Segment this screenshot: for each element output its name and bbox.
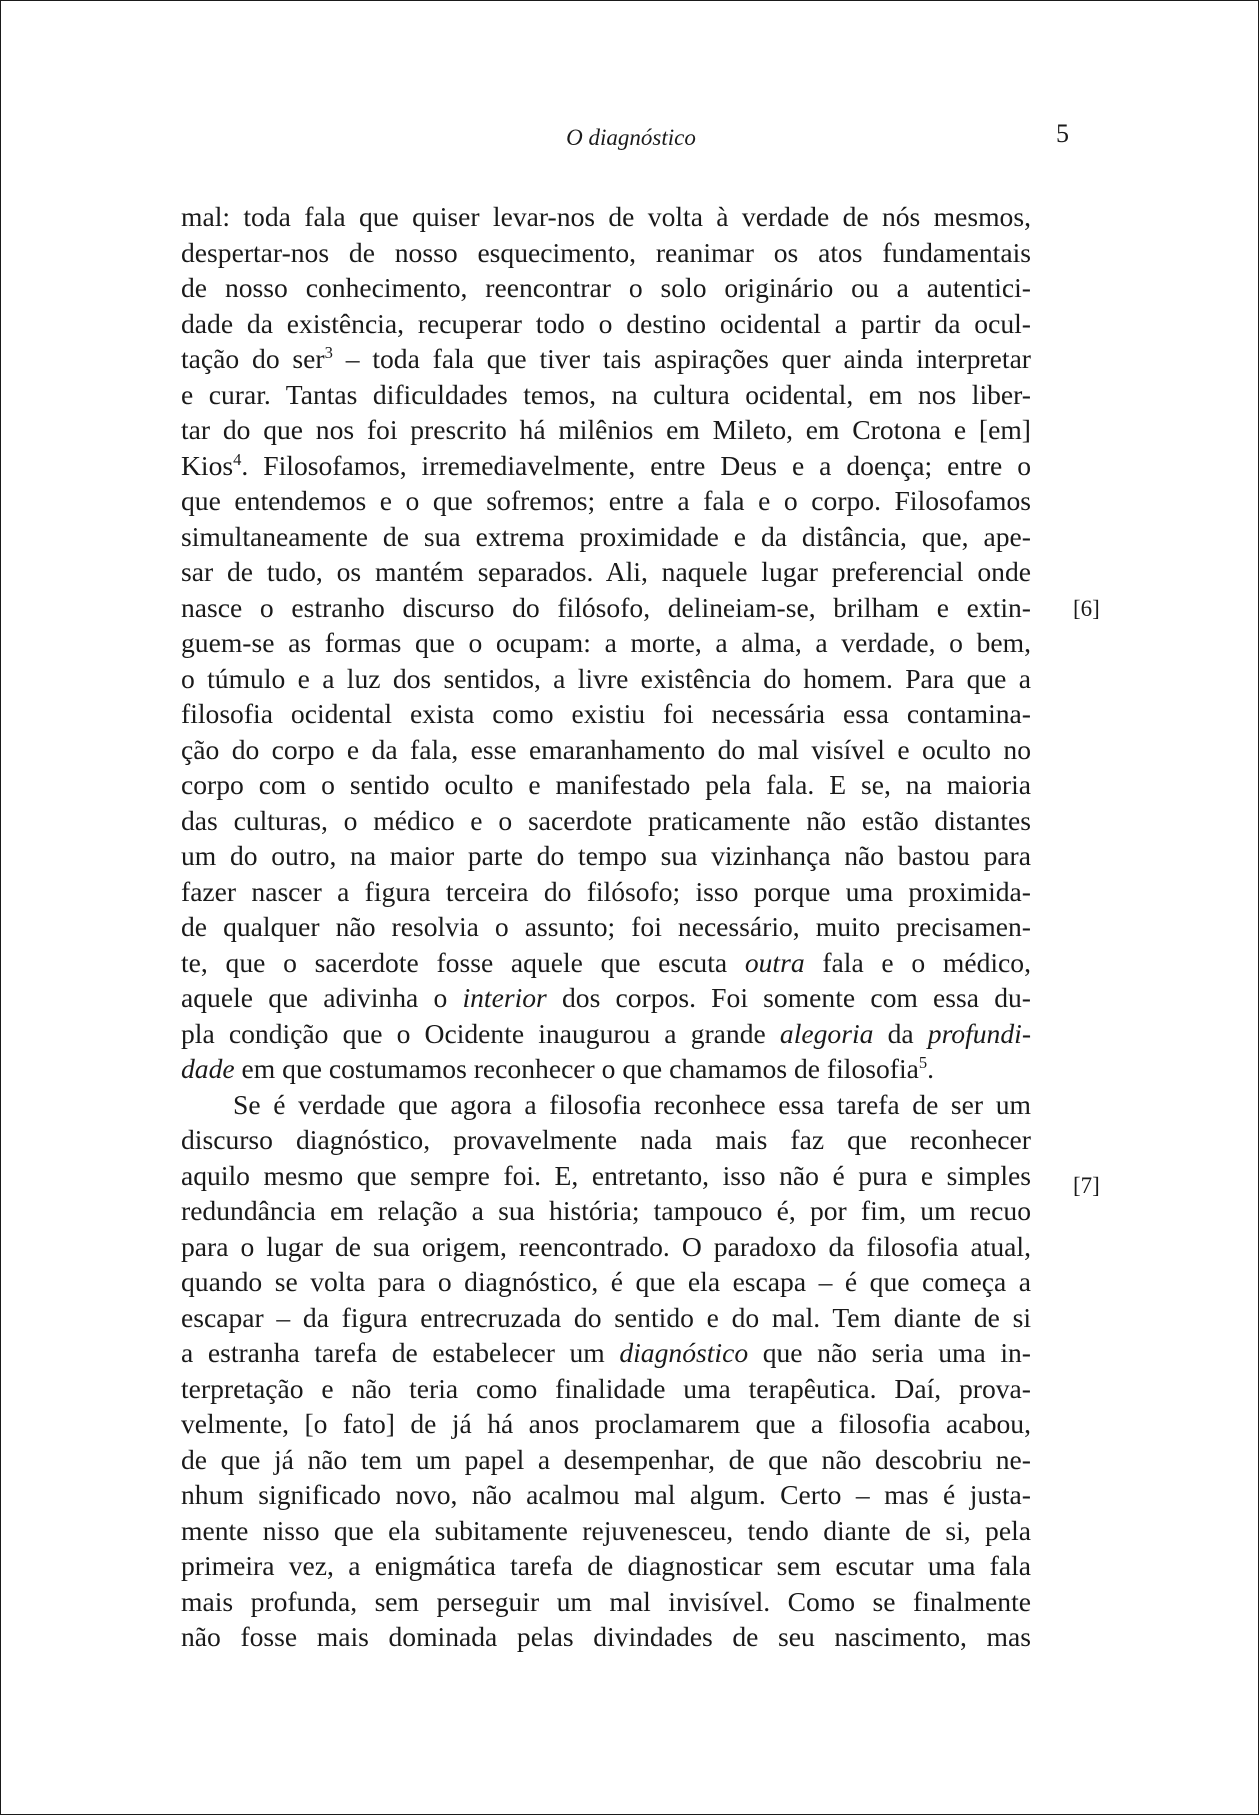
body-text	[181, 199, 1031, 1655]
text-line: discurso diagnóstico, provavelmente nada mais faz que reconhecer	[181, 1124, 1031, 1155]
emphasis: dade	[181, 1053, 235, 1084]
emphasis: diagnóstico	[619, 1337, 749, 1368]
text-line: de que já não tem um papel a desempenhar, de que não descobriu ne-	[181, 1443, 1031, 1475]
text-line: que entendemos e o que sofremos; entre a fala e o corpo. Filosofamos	[181, 485, 1031, 516]
text-line: dade da existência, recuperar todo o destino ocidental a partir da ocul-	[181, 307, 1031, 339]
text-line: nhum significado novo, não acalmou mal algum. Certo – mas é justa-	[181, 1479, 1031, 1510]
text-line: de nosso conhecimento, reencontrar o solo originário ou a autentici-	[181, 272, 1031, 303]
text-line	[181, 980, 1031, 1016]
text-run: pla condição que o Ocidente inaugurou a grande	[181, 1017, 780, 1049]
text-line: velmente, [o fato] de já há anos proclamarem que a filosofia acabou,	[181, 1408, 1031, 1439]
text-run: em que costumamos reconhecer o que chamamos de filosofia	[234, 1053, 919, 1084]
text-run: . Filosofamos, irremediavelmente, entre Deus e a doença; entre o	[241, 449, 1031, 481]
margin-ref-6: [6]	[1073, 596, 1100, 621]
text-line: Se é verdade que agora a filosofia reconhece essa tarefa de ser um	[233, 1088, 1031, 1120]
text-line	[181, 1335, 1031, 1371]
text-line: tar do que nos foi prescrito há milênios em Mileto, em Crotona e [em]	[181, 414, 1031, 445]
emphasis: interior	[462, 982, 547, 1013]
text-line	[181, 341, 1031, 377]
text-line: mal: toda fala que quiser levar-nos de volta à verdade de nós mesmos,	[181, 201, 1031, 232]
text-run: aquele que adivinha o	[181, 982, 463, 1013]
emphasis: outra	[744, 946, 805, 978]
text-line: mais profunda, sem perseguir um mal invisível. Como se finalmente	[181, 1585, 1031, 1617]
footnote-ref-4: 4	[233, 449, 242, 469]
text-line: o túmulo e a luz dos sentidos, a livre existência do homem. Para que a	[181, 662, 1031, 694]
text-run: dos corpos. Foi somente com essa du-	[546, 982, 1031, 1013]
text-line: um do outro, na maior parte do tempo sua vizinhança não bastou para	[181, 840, 1031, 871]
paragraph-1	[181, 199, 1031, 1087]
text-line: aquilo mesmo que sempre foi. E, entretanto, isso não é pura e simples	[181, 1159, 1031, 1191]
text-line: ção do corpo e da fala, esse emaranhamento do mal visível e oculto no	[181, 733, 1031, 765]
text-line: terpretação e não teria como finalidade uma terapêutica. Daí, prova-	[181, 1372, 1031, 1404]
text-line: redundância em relação a sua história; tampouco é, por fim, um recuo	[181, 1195, 1031, 1226]
text-line: guem-se as formas que o ocupam: a morte, a alma, a verdade, o bem,	[181, 627, 1031, 658]
text-line: não fosse mais dominada pelas divindades de seu nascimento, mas	[181, 1621, 1031, 1652]
text-run: te, que o sacerdote fosse aquele que escuta	[181, 946, 745, 978]
text-line: para o lugar de sua origem, reencontrado. O paradoxo da filosofia atual,	[181, 1230, 1031, 1262]
footnote-ref-3: 3	[324, 342, 333, 362]
text-line: despertar-nos de nosso esquecimento, reanimar os atos fundamentais	[181, 236, 1031, 268]
text-line: sar de tudo, os mantém separados. Ali, naquele lugar preferencial onde	[181, 556, 1031, 587]
text-run: da	[873, 1017, 928, 1049]
paragraph-2	[181, 1087, 1031, 1655]
text-line	[181, 1051, 1031, 1087]
text-run: fala e o médico,	[804, 946, 1031, 978]
text-line: filosofia ocidental exista como existiu foi necessária essa contamina-	[181, 698, 1031, 729]
text-line: simultaneamente de sua extrema proximidade e da distância, que, ape-	[181, 520, 1031, 552]
footnote-ref-5: 5	[918, 1052, 928, 1072]
margin-ref-7: [7]	[1073, 1173, 1100, 1198]
text-run: que não seria uma in-	[748, 1337, 1031, 1368]
text-run: Kios	[181, 449, 234, 481]
running-title: O diagnóstico	[566, 125, 696, 150]
text-run: a estranha tarefa de estabelecer um	[181, 1337, 620, 1368]
text-line: fazer nascer a figura terceira do filósofo; isso porque uma proximida-	[181, 875, 1031, 907]
text-line: quando se volta para o diagnóstico, é que ela escapa – é que começa a	[181, 1266, 1031, 1297]
text-line	[181, 945, 1031, 981]
page-number: 5	[1056, 119, 1069, 148]
emphasis: alegoria	[779, 1017, 874, 1049]
text-line: corpo com o sentido oculto e manifestado pela fala. E se, na maioria	[181, 769, 1031, 800]
text-line: mente nisso que ela subitamente rejuvenesceu, tendo diante de si, pela	[181, 1514, 1031, 1546]
text-line: de qualquer não resolvia o assunto; foi necessário, muito precisamen-	[181, 911, 1031, 942]
text-run: .	[927, 1053, 935, 1084]
running-head	[181, 121, 1081, 155]
text-line: das culturas, o médico e o sacerdote praticamente não estão distantes	[181, 804, 1031, 836]
text-line	[181, 448, 1031, 484]
text-line: e curar. Tantas dificuldades temos, na cultura ocidental, em nos liber-	[181, 378, 1031, 410]
text-run: tação do ser	[181, 343, 325, 374]
text-line	[181, 1016, 1031, 1052]
emphasis: profundi-	[927, 1017, 1032, 1049]
text-line: nasce o estranho discurso do filósofo, delineiam-se, brilham e extin-	[181, 591, 1031, 623]
text-run: – toda fala que tiver tais aspirações quer ainda interpretar	[332, 343, 1031, 374]
text-line: escapar – da figura entrecruzada do sentido e do mal. Tem diante de si	[181, 1301, 1031, 1333]
text-line: primeira vez, a enigmática tarefa de diagnosticar sem escutar uma fala	[181, 1550, 1031, 1581]
